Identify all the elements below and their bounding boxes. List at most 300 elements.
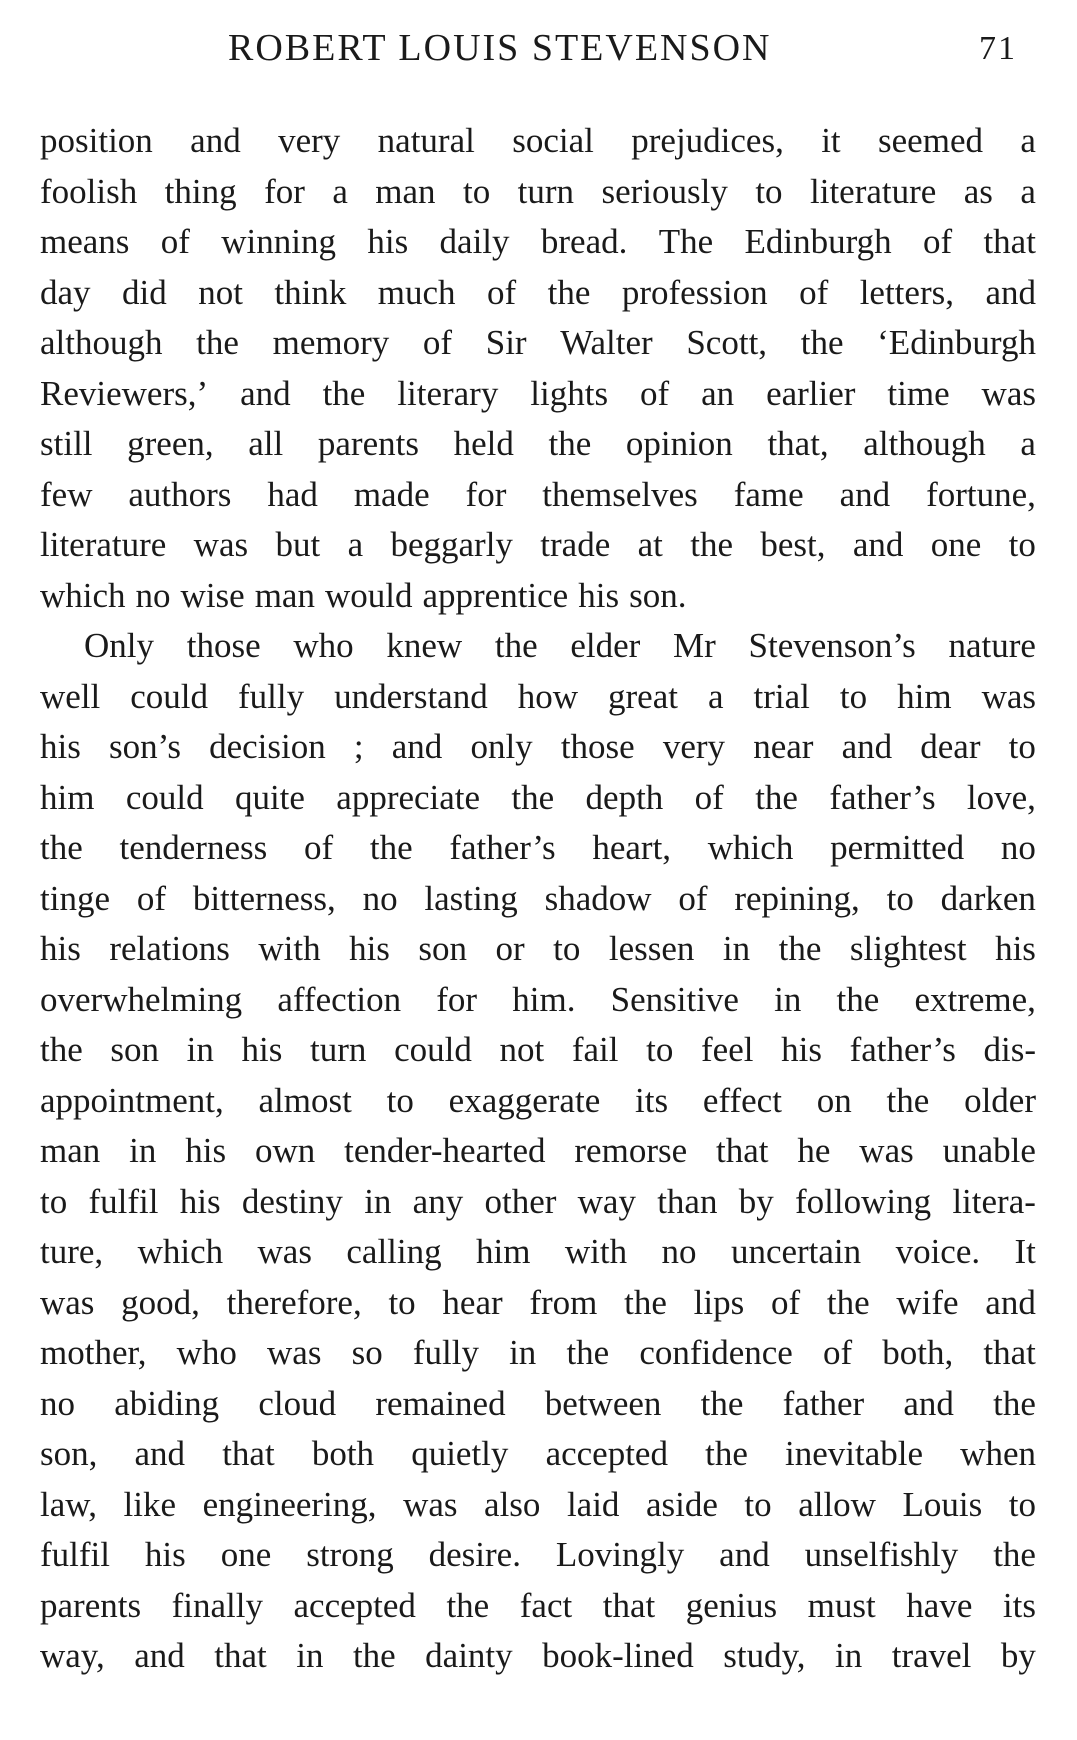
word: depth (585, 777, 664, 817)
text-line (40, 1278, 1036, 1329)
word: thing (164, 171, 237, 211)
word: his (781, 1030, 822, 1069)
word: son, (40, 1434, 98, 1473)
word: with (564, 1232, 628, 1271)
word: and (841, 727, 893, 766)
word: no (1000, 828, 1036, 867)
word: did (122, 272, 167, 312)
word: appointment, (40, 1080, 224, 1120)
word: could (130, 676, 209, 716)
word: in (364, 1181, 392, 1221)
word: a (1020, 121, 1036, 160)
word: the (322, 373, 366, 413)
word: although (863, 424, 986, 463)
word: opinion (625, 424, 733, 463)
word: of (694, 777, 724, 817)
word: who (176, 1333, 237, 1372)
text-line (40, 470, 1036, 521)
word: by (1000, 1636, 1036, 1675)
word: in (296, 1636, 324, 1675)
word: of (422, 323, 453, 362)
word: lips (693, 1282, 745, 1322)
word: repining, (734, 878, 860, 918)
word: was (859, 1131, 914, 1170)
word: no (661, 1232, 697, 1271)
word: of (770, 1282, 801, 1322)
text-line (40, 268, 1036, 319)
word: calling (346, 1232, 442, 1271)
word: Walter (560, 323, 653, 362)
word: which (40, 575, 126, 615)
word: book-lined (542, 1636, 694, 1675)
running-head (40, 22, 1035, 72)
body-text (40, 116, 1036, 1682)
word: both, (882, 1333, 954, 1372)
word: apprentice (422, 575, 569, 615)
word: and (985, 1282, 1036, 1322)
word: fulfil (88, 1181, 159, 1221)
text-line (40, 571, 1036, 622)
word: genius (685, 1585, 778, 1625)
word: authors (128, 474, 232, 514)
word: older (964, 1080, 1036, 1120)
word: lasting (424, 878, 518, 918)
word: desire. (428, 1535, 521, 1574)
word: his (995, 929, 1036, 968)
text-line (40, 318, 1036, 369)
word: his (40, 929, 81, 968)
word: father’s (449, 828, 556, 867)
word: near (753, 727, 814, 766)
word: any (412, 1181, 464, 1221)
word: although (40, 323, 163, 362)
word: the (494, 626, 538, 665)
word: turn (517, 171, 575, 211)
word: turn (310, 1030, 367, 1069)
word: best, (760, 525, 826, 564)
word: would (324, 575, 413, 615)
word: his (578, 575, 620, 615)
word: the (690, 525, 733, 564)
word: green, (127, 424, 214, 463)
running-head-title: ROBERT LOUIS STEVENSON (228, 27, 772, 69)
word: time (887, 373, 950, 413)
word: his (144, 1535, 186, 1574)
word: a (707, 676, 724, 716)
word: the (993, 1383, 1036, 1423)
word: lights (530, 373, 609, 413)
word: both (311, 1434, 375, 1473)
word: very (662, 727, 726, 766)
word: those (186, 626, 261, 665)
word: much (377, 272, 456, 312)
word: natural (377, 121, 475, 160)
word: but (275, 525, 321, 564)
word: themselves (542, 474, 698, 514)
word: nature (948, 626, 1036, 665)
word: at (637, 525, 663, 564)
word: the (196, 323, 239, 362)
word: the (548, 424, 592, 463)
word: seemed (878, 121, 983, 160)
text-line (40, 1227, 1036, 1278)
word: the (40, 828, 83, 867)
word: social (512, 121, 594, 160)
page-number: 71 (979, 30, 1017, 67)
word: way, (40, 1636, 105, 1675)
word: him (40, 777, 95, 817)
word: inevitable (785, 1434, 924, 1473)
word: to (553, 929, 581, 968)
word: lessen (608, 929, 695, 968)
word: the (446, 1585, 490, 1625)
word: and (190, 121, 241, 160)
word: literary (397, 373, 499, 413)
word: Only (84, 626, 154, 665)
word: fact (519, 1585, 573, 1625)
word: think (274, 272, 347, 312)
word: a (347, 525, 364, 564)
word: the (566, 1333, 610, 1372)
word: uncertain (730, 1232, 862, 1271)
word: not (198, 272, 243, 312)
text-line (40, 1177, 1036, 1228)
word: a (1020, 424, 1036, 463)
word: of (303, 828, 334, 867)
word: parents (40, 1585, 142, 1625)
word: unselfishly (804, 1535, 959, 1574)
word: like (123, 1484, 177, 1524)
word: tenderness (119, 828, 268, 867)
word: the (700, 1383, 744, 1423)
word: overwhelming (40, 979, 243, 1019)
word: wife (896, 1282, 959, 1322)
word: heart, (592, 828, 672, 867)
word: how (517, 676, 578, 716)
word: ture, (40, 1232, 104, 1271)
word: for (465, 474, 507, 514)
word: to (886, 878, 914, 918)
word: voice. (895, 1232, 981, 1271)
word: Scott, (686, 323, 768, 362)
text-line (40, 1328, 1036, 1379)
text-line (40, 369, 1036, 420)
word: his (179, 1181, 221, 1221)
word: son (110, 1030, 160, 1069)
word: wise (180, 575, 245, 615)
word: the (40, 1030, 83, 1069)
word: affection (277, 979, 402, 1019)
word: Stevenson’s (748, 626, 916, 665)
word: therefore, (226, 1282, 362, 1322)
word: father (782, 1383, 865, 1423)
word: and (134, 1434, 186, 1473)
word: dis- (983, 1030, 1036, 1069)
word: few (40, 474, 93, 514)
word: following (794, 1181, 932, 1221)
word: elder (570, 626, 641, 665)
text-line (40, 520, 1036, 571)
word: its (635, 1080, 669, 1120)
word: in (774, 979, 802, 1019)
text-line (40, 167, 1036, 218)
text-line (40, 217, 1036, 268)
word: the (836, 979, 880, 1019)
word: the (778, 929, 822, 968)
word: knew (386, 626, 463, 665)
text-line (40, 1429, 1036, 1480)
word: to (744, 1484, 772, 1524)
word: earlier (766, 373, 856, 413)
word: remained (375, 1383, 506, 1423)
word: love, (966, 777, 1036, 817)
word: an (701, 373, 735, 413)
word: that (983, 222, 1036, 261)
word: and (985, 272, 1036, 312)
word: son’s (109, 727, 181, 766)
word: the (352, 1636, 396, 1675)
word: Sir (485, 323, 527, 362)
word: appreciate (336, 777, 481, 817)
word: was (981, 373, 1036, 413)
word: to (40, 1181, 68, 1221)
word: finally (171, 1585, 263, 1625)
word: Louis (902, 1484, 983, 1524)
word: also (484, 1484, 541, 1524)
word: must (807, 1585, 876, 1625)
word: who (293, 626, 354, 665)
word: trade (540, 525, 611, 564)
word: fail (571, 1030, 619, 1069)
word: from (529, 1282, 598, 1322)
word: of (487, 272, 517, 312)
word: laid (566, 1484, 620, 1524)
word: almost (258, 1080, 352, 1120)
text-line (40, 1631, 1036, 1682)
word: and (391, 727, 443, 766)
word: beggarly (390, 525, 513, 564)
text-line (40, 924, 1036, 975)
word: to (386, 1080, 414, 1120)
word: one (220, 1535, 272, 1574)
word: memory (272, 323, 390, 362)
word: aside (645, 1484, 718, 1524)
word: quite (234, 777, 305, 817)
word: and (134, 1636, 185, 1675)
word: of (640, 373, 670, 413)
word: Lovingly (555, 1535, 685, 1574)
word: he (797, 1131, 831, 1170)
word: the (993, 1535, 1036, 1574)
word: was (40, 1282, 95, 1322)
word: the (826, 1282, 870, 1322)
word: him (897, 676, 952, 716)
word: allow (798, 1484, 876, 1524)
word: good, (121, 1282, 200, 1322)
word: that (214, 1636, 267, 1675)
word: fortune, (926, 474, 1036, 514)
word: that, (767, 424, 829, 463)
word: effect (702, 1080, 782, 1120)
word: for (436, 979, 478, 1019)
text-line (40, 672, 1036, 723)
word: the (624, 1282, 667, 1322)
word: that (983, 1333, 1036, 1372)
word: than (657, 1181, 718, 1221)
word: in (835, 1636, 863, 1675)
word: of (822, 1333, 853, 1372)
word: not (499, 1030, 545, 1069)
word: way (577, 1181, 636, 1221)
word: the (511, 777, 555, 817)
word: extreme, (914, 979, 1036, 1019)
text-line (40, 1530, 1036, 1581)
word: Sensitive (610, 979, 739, 1019)
word: to (755, 171, 783, 211)
word: a (332, 171, 348, 211)
word: that (602, 1585, 656, 1625)
word: to (646, 1030, 674, 1069)
word: to (1008, 1484, 1036, 1524)
word: and (839, 474, 891, 514)
word: dainty (425, 1636, 513, 1675)
word: remorse (574, 1131, 688, 1170)
word: so (351, 1333, 383, 1372)
word: his (349, 929, 390, 968)
word: Mr (673, 626, 716, 665)
word: mother, (40, 1333, 147, 1372)
word: engineering, (202, 1484, 377, 1524)
word: shadow (544, 878, 652, 918)
word: on (816, 1080, 852, 1120)
word: to (1008, 727, 1036, 766)
word: litera- (952, 1181, 1036, 1221)
word: It (1014, 1232, 1036, 1271)
word: made (353, 474, 430, 514)
word: could (125, 777, 204, 817)
word: all (248, 424, 284, 463)
word: when (960, 1434, 1036, 1473)
word: accepted (545, 1434, 668, 1473)
word: in (722, 929, 751, 968)
text-line (40, 1480, 1036, 1531)
word: those (560, 727, 635, 766)
word: for (264, 171, 305, 211)
word: exaggerate (448, 1080, 601, 1120)
word: that (222, 1434, 275, 1473)
word: literature (40, 525, 167, 564)
word: no (135, 575, 171, 615)
word: other (484, 1181, 557, 1221)
text-line (40, 621, 1036, 672)
word: study, (723, 1636, 806, 1675)
text-line (40, 823, 1036, 874)
word: bitterness, (192, 878, 336, 918)
text-line (40, 116, 1036, 167)
word: means (40, 222, 130, 261)
word: father’s (829, 777, 936, 817)
word: and (719, 1535, 770, 1574)
word: with (258, 929, 321, 968)
word: parents (317, 424, 419, 463)
word: dear (920, 727, 981, 766)
word: father’s (849, 1030, 956, 1069)
text-line (40, 1076, 1036, 1127)
word: travel (891, 1636, 972, 1675)
word: was (981, 676, 1036, 716)
word: only (470, 727, 533, 766)
word: great (608, 676, 678, 716)
word: of (922, 222, 953, 261)
word: of (799, 272, 829, 312)
word: to (1008, 525, 1036, 564)
text-line (40, 1379, 1036, 1430)
word: in (186, 1030, 214, 1069)
word: literature (810, 171, 937, 211)
word: to (388, 1282, 416, 1322)
word: was (403, 1484, 458, 1524)
word: held (453, 424, 514, 463)
word: had (267, 474, 318, 514)
word: law, (40, 1484, 98, 1524)
word: and (903, 1383, 954, 1423)
word: one (930, 525, 982, 564)
word: foolish (40, 171, 138, 211)
word: relations (109, 929, 230, 968)
text-line (40, 874, 1036, 925)
word: as (963, 171, 993, 211)
word: decision (209, 727, 326, 766)
word: the (547, 272, 591, 312)
word: The (658, 222, 714, 261)
word: was (257, 1232, 312, 1271)
text-line (40, 722, 1036, 773)
word: between (544, 1383, 662, 1423)
word: its (1002, 1585, 1036, 1625)
word: son. (629, 575, 687, 615)
word: own (254, 1131, 316, 1170)
word: fully (238, 676, 305, 716)
word: the (369, 828, 413, 867)
word: position (40, 121, 153, 160)
word: darken (940, 878, 1036, 918)
word: abiding (114, 1383, 220, 1423)
word: hear (442, 1282, 503, 1322)
word: by (738, 1181, 774, 1221)
word: the (705, 1434, 748, 1473)
word: fully (412, 1333, 479, 1372)
word: seriously (601, 171, 728, 211)
word: accepted (293, 1585, 416, 1625)
word: strong (306, 1535, 394, 1574)
word: fulfil (40, 1535, 110, 1574)
word: the (800, 323, 844, 362)
word: fame (733, 474, 804, 514)
word: the (755, 777, 798, 817)
text-line (40, 773, 1036, 824)
word: letters, (859, 272, 954, 312)
word: profession (621, 272, 768, 312)
text-line (40, 419, 1036, 470)
word: prejudices, (631, 121, 784, 160)
word: feel (701, 1030, 754, 1069)
word: and (852, 525, 904, 564)
word: his (40, 727, 81, 766)
word: man (40, 1131, 101, 1170)
word: day (40, 272, 91, 312)
word: ; (353, 727, 364, 766)
word: in (509, 1333, 537, 1372)
